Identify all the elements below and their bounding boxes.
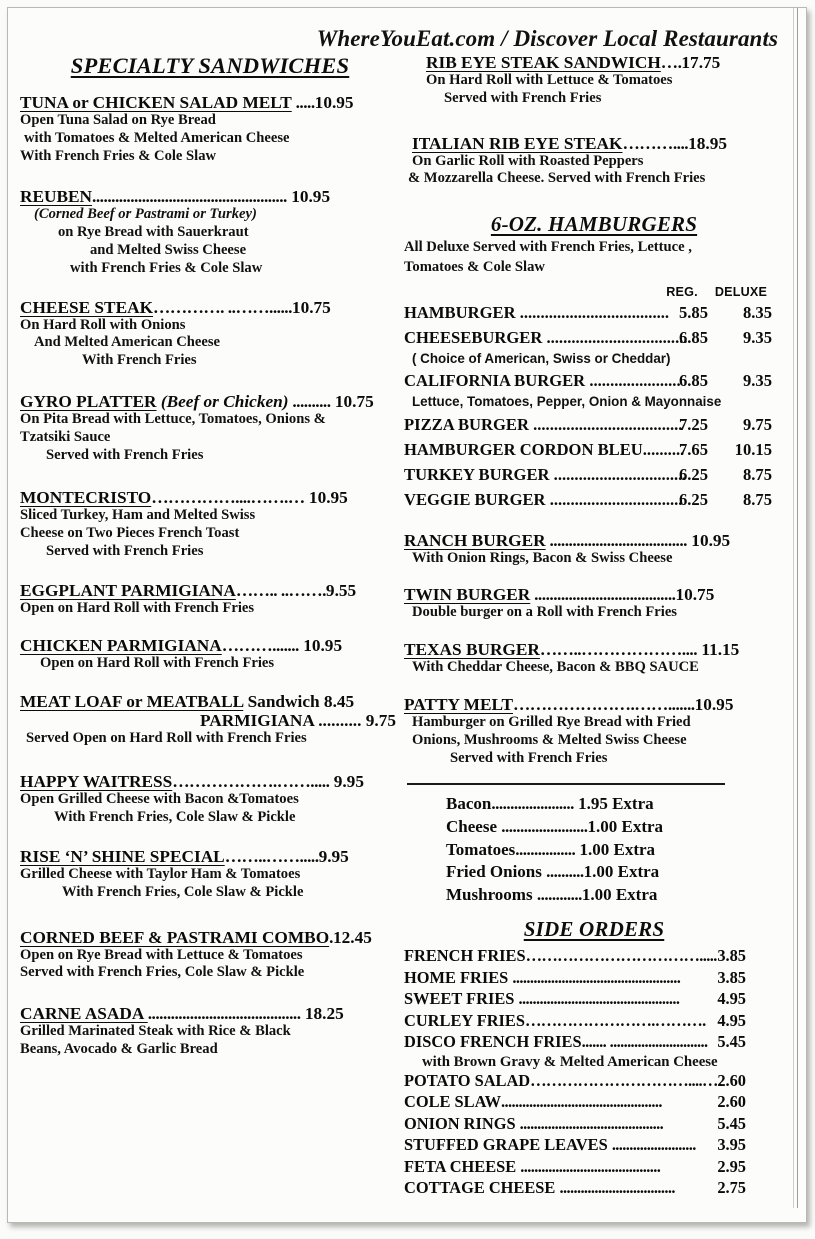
- section-heading-specialty-sandwiches: SPECIALTY SANDWICHES: [70, 53, 350, 78]
- menu-item-heading: [404, 53, 784, 72]
- side-order-name: CURLEY FRIES…………………….……….: [404, 1010, 706, 1030]
- menu-item: [404, 695, 784, 767]
- leader-dots: ……..…….....: [224, 846, 319, 866]
- menu-item-price: 10.75: [291, 297, 331, 317]
- burger-name: CHEESEBURGER ..................................: [404, 327, 688, 347]
- extras-name: Fried Onions ..........1.00 Extra: [446, 862, 660, 882]
- side-order-price: 2.60: [717, 1092, 746, 1112]
- menu-item-heading: [20, 636, 400, 655]
- menu-item-description-line: on Rye Bread with Sauerkraut: [58, 224, 249, 241]
- side-order-price: 5.45: [717, 1032, 746, 1052]
- menu-item-name: ITALIAN RIB EYE STEAK: [412, 133, 623, 153]
- menu-item-heading: [404, 134, 784, 153]
- side-order-name: STUFFED GRAPE LEAVES ........................: [404, 1135, 696, 1155]
- menu-item-name: RIB EYE STEAK SANDWICH: [426, 53, 661, 72]
- extras-name: Tomatoes................ 1.00 Extra: [446, 839, 656, 859]
- menu-item-price: 18.95: [688, 133, 727, 153]
- menu-item-heading: [20, 1004, 400, 1023]
- leader-dots: ....................................: [515, 302, 670, 322]
- leader-dots: …………………….……….: [524, 1010, 706, 1030]
- side-order-row: [404, 968, 784, 990]
- leader-dots: ....................................: [528, 414, 683, 434]
- menu-item-price: 10.95: [694, 694, 734, 714]
- leader-dots: ......................: [585, 371, 681, 391]
- burger-price-columns-header: [404, 285, 784, 303]
- side-order-row: [404, 1092, 784, 1114]
- menu-item-description-line: On Hard Roll with Onions: [20, 316, 186, 333]
- side-order-row: [404, 1071, 784, 1093]
- burger-price-row: [404, 371, 784, 396]
- extras-row: [404, 862, 784, 885]
- menu-item-description-line: With French Fries, Cole Slaw & Pickle: [62, 883, 304, 900]
- menu-item-description-line: Open on Hard Roll with French Fries: [20, 599, 255, 616]
- side-order-row: [404, 1011, 784, 1033]
- menu-item-heading: [20, 928, 400, 947]
- section-heading-hamburgers: 6-OZ. HAMBURGERS: [490, 212, 698, 237]
- menu-item-heading: [20, 93, 400, 112]
- side-order-name: COTTAGE CHEESE .................................: [404, 1178, 675, 1198]
- menu-item-heading: [404, 695, 784, 714]
- burger-price-reg: 6.25: [678, 464, 708, 484]
- menu-item-name: EGGPLANT PARMIGIANA: [20, 580, 236, 600]
- menu-item-heading: [20, 847, 400, 866]
- burger-price-row: [404, 440, 784, 465]
- menu-item: [20, 93, 400, 165]
- burger-price-row: [404, 490, 784, 515]
- menu-item-price: 12.45: [332, 927, 372, 947]
- leader-dots: .........................................: [519, 1113, 664, 1133]
- menu-item-description-line: Grilled Marinated Steak with Rice & Black: [20, 1023, 291, 1040]
- menu-item-heading: [404, 640, 784, 659]
- menu-item-description-line: (Corned Beef or Pastrami or Turkey): [34, 206, 257, 223]
- menu-item-description-line: Served with French Fries, Cole Slaw & Pickle: [20, 964, 305, 981]
- leader-dots: …….. ..…….: [235, 580, 326, 600]
- menu-item-heading: [20, 581, 400, 600]
- extras-row: [404, 840, 784, 863]
- menu-item-price: 18.25: [300, 1004, 344, 1024]
- leader-dots: …………………………….....: [525, 946, 717, 966]
- burger-name: PIZZA BURGER ....................................: [404, 414, 683, 434]
- menu-item-name: MONTECRISTO: [20, 488, 152, 508]
- burger-price-reg: 6.85: [678, 327, 708, 347]
- menu-item-description-line: With French Fries & Cole Slaw: [20, 147, 217, 164]
- menu-item: [404, 640, 784, 677]
- menu-item-price: 10.95: [686, 530, 731, 550]
- menu-item-description-line: Served with French Fries: [444, 89, 602, 106]
- menu-item: [404, 585, 784, 622]
- menu-item-heading: [20, 187, 400, 206]
- leader-dots: ................................: [545, 489, 683, 509]
- menu-item-description-line: with French Fries & Cole Slaw: [70, 259, 263, 276]
- menu-item-description-line: Served with French Fries: [46, 543, 204, 560]
- side-order-price: 5.45: [717, 1113, 746, 1133]
- burger-price-reg: 6.25: [678, 489, 708, 509]
- burger-name: VEGGIE BURGER ................................: [404, 489, 683, 509]
- menu-item-description-line: & Mozzarella Cheese. Served with French Fries: [408, 170, 706, 187]
- menu-item-description-line: Served Open on Hard Roll with French Fries: [26, 730, 307, 747]
- section-heading-side-orders: SIDE ORDERS: [523, 917, 665, 942]
- menu-item-price: 10.95: [298, 635, 343, 655]
- leader-dots: ................: [515, 839, 576, 859]
- burger-price-row: [404, 415, 784, 440]
- side-order-price: 3.95: [717, 1135, 746, 1155]
- burger-price-deluxe: 8.75: [742, 464, 772, 484]
- menu-item: [20, 636, 400, 673]
- leader-dots: ..........: [642, 439, 685, 459]
- burgers-note-line: All Deluxe Served with French Fries, Lettuce ,: [404, 239, 692, 256]
- menu-item: [20, 1004, 400, 1059]
- menu-item-description-line: Served with French Fries: [46, 446, 204, 463]
- burger-name: CALIFORNIA BURGER ......................: [404, 371, 681, 391]
- leader-dots: ……………....…….…: [151, 488, 305, 508]
- menu-item-name: RANCH BURGER: [404, 530, 546, 550]
- menu-item-description-line: with Tomatoes & Melted American Cheese: [24, 129, 290, 146]
- menu-item-description-line: Open on Rye Bread with Lettuce & Tomatoes: [20, 946, 303, 963]
- menu-item-description-line: On Pita Bread with Lettuce, Tomatoes, Onions &: [20, 411, 326, 428]
- menu-item: [404, 53, 784, 108]
- extras-name: Mushrooms ............1.00 Extra: [446, 884, 658, 904]
- menu-item-heading: [20, 772, 400, 791]
- menu-item-description-line: On Hard Roll with Lettuce & Tomatoes: [426, 72, 673, 89]
- extras-list: [404, 794, 784, 907]
- menu-item-description-line: and Melted Swiss Cheese: [90, 242, 247, 259]
- burger-note: Lettuce, Tomatoes, Pepper, Onion & Mayonnaise: [412, 394, 722, 410]
- extras-name: Bacon...................... 1.95 Extra: [446, 794, 654, 814]
- leader-dots: ............: [536, 884, 582, 904]
- leader-dots: ………....: [622, 133, 689, 153]
- leader-dots: ..........: [288, 392, 331, 412]
- menu-item-name: CHEESE STEAK: [20, 297, 154, 317]
- leader-dots: ….: [660, 53, 682, 72]
- leader-dots: …………. ..……......: [153, 297, 292, 317]
- leader-dots: ........................................: [520, 1156, 661, 1176]
- menu-item-heading: [404, 585, 784, 604]
- side-order-name: FRENCH FRIES…………………………….....: [404, 946, 717, 966]
- menu-item-name: TUNA or CHICKEN SALAD MELT: [20, 93, 292, 112]
- side-order-name: COLE SLAW..............................................: [404, 1092, 662, 1112]
- burger-price-deluxe: 9.75: [742, 414, 772, 434]
- side-order-name: POTATO SALAD…………………………....….: [404, 1070, 722, 1090]
- menu-item-price: 9.55: [325, 580, 357, 600]
- site-title: WhereYouEat.com / Discover Local Restaurants: [316, 26, 778, 51]
- menu-item-name-suffix: (Beef or Chicken): [156, 392, 289, 412]
- menu-item: [20, 928, 400, 983]
- burger-price-deluxe: 8.75: [742, 489, 772, 509]
- menu-item-name: TEXAS BURGER: [404, 640, 540, 660]
- menu-item-description-line: Sliced Turkey, Ham and Melted Swiss: [20, 507, 256, 524]
- column-header-deluxe: DELUXE: [714, 284, 768, 299]
- leader-dots: .......................: [501, 816, 588, 836]
- burger-price-reg: 7.65: [678, 439, 708, 459]
- burger-price-deluxe: 9.35: [742, 327, 772, 347]
- menu-item-price: 10.95: [304, 488, 348, 508]
- side-order-name: DISCO FRENCH FRIES....... ............................: [404, 1032, 708, 1052]
- burger-price-row: [404, 328, 784, 353]
- menu-item-price: 10.75: [675, 585, 715, 605]
- right-column: [404, 53, 784, 1200]
- side-order-row: [404, 946, 784, 968]
- menu-item-description-line: And Melted American Cheese: [34, 334, 221, 351]
- menu-item-name: REUBEN: [20, 187, 93, 207]
- menu-item: [20, 298, 400, 370]
- menu-item-description-line: With Onion Rings, Bacon & Swiss Cheese: [412, 549, 673, 566]
- side-order-row: [404, 989, 784, 1011]
- extras-name: Cheese .......................1.00 Extra: [446, 816, 664, 836]
- menu-item-description-line: With Cheddar Cheese, Bacon & BBQ SAUCE: [412, 659, 699, 676]
- leader-dots: .: [329, 927, 333, 947]
- menu-item-description-line: Hamburger on Grilled Rye Bread with Fried: [412, 713, 691, 730]
- leader-dots: ....................................: [545, 530, 687, 550]
- menu-item: [20, 392, 400, 464]
- burger-price-deluxe: 10.15: [734, 439, 772, 459]
- leader-dots: ..............................................: [518, 989, 680, 1009]
- menu-item-heading-second: PARMIGIANA .......... 9.75: [199, 711, 396, 731]
- leader-dots: .................................: [559, 1178, 675, 1198]
- burger-price-row: [404, 303, 784, 328]
- burger-note: ( Choice of American, Swiss or Cheddar): [412, 350, 671, 366]
- leader-dots: ..........: [546, 862, 584, 882]
- menu-item-price: 9.95: [318, 846, 349, 866]
- side-order-row: [404, 1114, 784, 1136]
- side-order-price: 2.60: [717, 1070, 746, 1090]
- menu-item-description-line: Beans, Avocado & Garlic Bread: [20, 1040, 218, 1057]
- column-header-reg: REG.: [666, 284, 698, 299]
- menu-item-price: 17.75: [681, 53, 721, 72]
- side-order-note: with Brown Gravy & Melted American Cheese: [422, 1053, 718, 1070]
- menu-item: [404, 531, 784, 568]
- menu-item: [20, 692, 400, 748]
- menu-item: [20, 187, 400, 277]
- menu-item-heading: [20, 488, 400, 507]
- menu-item-description-line: Grilled Cheese with Taylor Ham & Tomatoes: [20, 865, 301, 882]
- leader-dots: ........................: [611, 1135, 696, 1155]
- menu-item-heading: [20, 692, 400, 711]
- menu-item-price: 10.95: [286, 187, 331, 207]
- menu-item-name: TWIN BURGER: [404, 585, 531, 605]
- menu-item-description-line: On Garlic Roll with Roasted Peppers: [412, 152, 644, 169]
- menu-item-price: 10.95: [314, 93, 354, 112]
- menu-item-description-line: With French Fries: [82, 352, 197, 369]
- menu-item-description-line: Served with French Fries: [450, 749, 608, 766]
- menu-item-name: HAPPY WAITRESS: [20, 772, 173, 792]
- menu-item-name: MEAT LOAF or MEATBALL: [20, 692, 244, 712]
- menu-item-price: 10.75: [330, 392, 374, 412]
- extras-row: [404, 885, 784, 908]
- extras-divider: [407, 783, 725, 785]
- menu-item-price: 11.15: [697, 640, 740, 660]
- side-order-row: [404, 1157, 784, 1179]
- side-order-row: [404, 1032, 784, 1054]
- side-order-name: HOME FRIES ................................................: [404, 967, 681, 987]
- leader-dots: ................................................: [512, 967, 681, 987]
- menu-item: [20, 847, 400, 902]
- leader-dots: ……………….…….....: [172, 772, 330, 792]
- menu-item-name: RISE ‘N’ SHINE SPECIAL: [20, 846, 225, 866]
- burger-price-reg: 5.85: [678, 302, 708, 322]
- side-order-name: SWEET FRIES ..............................................: [404, 989, 680, 1009]
- leader-dots: ……..………………....: [539, 640, 698, 660]
- burger-price-row: [404, 465, 784, 490]
- burger-price-reg: 7.25: [678, 414, 708, 434]
- menu-item-description-line: Cheese on Two Pieces French Toast: [20, 525, 240, 542]
- left-column: [20, 53, 400, 1059]
- leader-dots: ………………….…….......: [512, 694, 695, 714]
- menu-item-name: PATTY MELT: [404, 694, 513, 714]
- burger-price-deluxe: 8.35: [742, 302, 772, 322]
- menu-item-name-suffix: Sandwich 8.45: [243, 692, 355, 712]
- menu-item-description-line: Open Grilled Cheese with Bacon &Tomatoes: [20, 791, 299, 808]
- leader-dots: …………………………....….: [530, 1070, 722, 1090]
- menu-item-name: GYRO PLATTER: [20, 392, 157, 412]
- burgers-note-line: Tomatoes & Cole Slaw: [404, 259, 545, 276]
- menu-item-heading: [404, 531, 784, 550]
- menu-item-heading: [20, 392, 400, 411]
- side-order-price: 4.95: [717, 989, 746, 1009]
- menu-item-name: CARNE ASADA: [20, 1004, 148, 1024]
- leader-dots: .....: [291, 93, 315, 112]
- leader-dots: ....... ............................: [581, 1032, 708, 1052]
- menu-item-description-line: With French Fries, Cole Slaw & Pickle: [54, 809, 296, 826]
- leader-dots: ...................................................: [92, 187, 287, 207]
- leader-dots: ......................: [491, 794, 574, 814]
- burger-name: TURKEY BURGER ................................: [404, 464, 687, 484]
- side-order-price: 2.95: [717, 1156, 746, 1176]
- leader-dots: ................................: [549, 464, 687, 484]
- menu-item-heading: [20, 298, 400, 317]
- menu-item-name: CORNED BEEF & PASTRAMI COMBO: [20, 927, 330, 947]
- side-order-price: 3.85: [717, 967, 746, 987]
- menu-item: [404, 134, 784, 189]
- side-order-price: 3.85: [717, 946, 746, 966]
- menu-item-description-line: Double burger on a Roll with French Fries: [412, 604, 677, 621]
- leader-dots: ........................................: [147, 1004, 301, 1024]
- menu-item-description-line: Tzatsiki Sauce: [20, 428, 111, 445]
- menu-item-description-line: Onions, Mushrooms & Melted Swiss Cheese: [412, 731, 687, 748]
- menu-item-description-line: Open Tuna Salad on Rye Bread: [20, 112, 216, 129]
- side-orders-list: [404, 946, 784, 1200]
- extras-row: [404, 817, 784, 840]
- side-order-price: 2.75: [717, 1178, 746, 1198]
- leader-dots: ……….......: [221, 635, 299, 655]
- burger-name: HAMBURGER CORDON BLEU..........: [404, 439, 685, 459]
- menu-item-price: 9.95: [329, 772, 364, 792]
- burger-price-deluxe: 9.35: [742, 371, 772, 391]
- side-order-price: 4.95: [717, 1010, 746, 1030]
- side-order-row: [404, 1178, 784, 1200]
- menu-item: [20, 772, 400, 827]
- side-order-row: [404, 1135, 784, 1157]
- extras-row: [404, 794, 784, 817]
- side-order-name: ONION RINGS .........................................: [404, 1113, 664, 1133]
- leader-dots: .....................................: [530, 585, 676, 605]
- menu-item: [20, 488, 400, 560]
- menu-item-name: CHICKEN PARMIGIANA: [20, 635, 222, 655]
- menu-item-description-line: Open on Hard Roll with French Fries: [40, 654, 275, 671]
- side-order-name: FETA CHEESE ........................................: [404, 1156, 661, 1176]
- leader-dots: ..............................................: [501, 1092, 662, 1112]
- menu-item: [20, 581, 400, 618]
- burger-name: HAMBURGER ....................................: [404, 302, 670, 322]
- leader-dots: ..................................: [542, 327, 688, 347]
- burger-price-reg: 6.85: [678, 371, 708, 391]
